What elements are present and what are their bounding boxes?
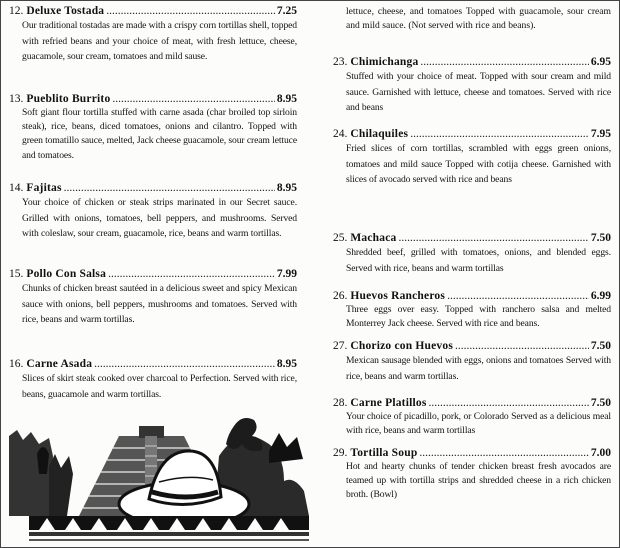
item-price: 7.50 bbox=[590, 397, 611, 409]
leader-dots bbox=[108, 267, 275, 281]
item-name: Deluxe Tostada bbox=[26, 5, 105, 17]
item-number: 24. bbox=[333, 128, 348, 140]
menu-item-fajitas bbox=[9, 181, 297, 242]
item-price: 6.95 bbox=[590, 56, 611, 68]
menu-item-deluxe-tostada bbox=[9, 4, 297, 65]
item-description: Three eggs over easy. Topped with ranchero salsa and melted Monterrey Jack cheese. Served with rice and beans. bbox=[346, 304, 611, 330]
item-description: Hot and hearty chunks of tender chicken breast fresh avocados are teamed up with tortilla strips and shredded cheese in a rich chicken broth. (Bowl) bbox=[346, 461, 611, 501]
item-name: Pueblito Burrito bbox=[26, 93, 111, 105]
item-description: Fried slices of corn tortillas, scrambled with eggs green onions, tomatoes and mild sauce Topped with cotija cheese. Garnished with slices of avocado served with rice and beans bbox=[346, 143, 611, 186]
menu-item-huevos-rancheros bbox=[333, 289, 611, 331]
item-price: 7.95 bbox=[590, 128, 611, 140]
item-price: 8.95 bbox=[276, 182, 297, 194]
leader-dots bbox=[429, 396, 589, 410]
item-number: 28. bbox=[333, 397, 348, 409]
leader-dots bbox=[419, 446, 588, 460]
item-number: 25. bbox=[333, 232, 348, 244]
leader-dots bbox=[420, 55, 588, 69]
item-description: Mexican sausage blended with eggs, onions and tomatoes Served with rice, beans and warm tortillas. bbox=[346, 355, 611, 382]
menu-item-chorizo-con-huevos bbox=[333, 339, 611, 384]
item-name: Tortilla Soup bbox=[350, 447, 418, 459]
leader-dots bbox=[106, 4, 275, 18]
item-number: 14. bbox=[9, 182, 24, 194]
item-description: Shredded beef, grilled with tomatoes, onions, and blended eggs. Served with rice, beans and warm tortillas bbox=[346, 247, 611, 274]
item-description: Our traditional tostadas are made with a crispy corn tortillas shell, topped with refried beans and your choice of meat, with fresh lettuce, cheese, guacamole, sour cream, tomatoes and mild sause. bbox=[22, 20, 297, 63]
item-description: Chunks of chicken breast sautéed in a delicious sweet and spicy Mexican sauce with onions, bell peppers, mushrooms and tomatoes. Served with rice, beans and warm tortillas. bbox=[22, 283, 297, 326]
item-price: 6.99 bbox=[590, 290, 611, 302]
leader-dots bbox=[447, 289, 589, 303]
item-name: Carne Asada bbox=[26, 358, 93, 370]
item-number: 26. bbox=[333, 290, 348, 302]
item-price: 8.95 bbox=[276, 93, 297, 105]
item-description: Slices of skirt steak cooked over charcoal to Perfection. Served with rice, beans, guacamole and warm tortillas. bbox=[22, 373, 297, 400]
item-name: Huevos Rancheros bbox=[350, 290, 446, 302]
leader-dots bbox=[455, 339, 589, 353]
item-price: 7.50 bbox=[590, 340, 611, 352]
item-name: Chimichanga bbox=[350, 56, 419, 68]
item-name: Chorizo con Huevos bbox=[350, 340, 453, 352]
item-number: 29. bbox=[333, 447, 348, 459]
menu-item-carne-platillos bbox=[333, 396, 611, 438]
leader-dots bbox=[112, 92, 274, 106]
continued-text: lettuce, cheese, and tomatoes Topped with guacamole, sour cream and mild sauce. (Not served with rice and beans). bbox=[346, 6, 611, 31]
item-price: 7.25 bbox=[276, 5, 297, 17]
item-name: Chilaquiles bbox=[350, 128, 409, 140]
menu-item-pueblito-burrito bbox=[9, 92, 297, 163]
leader-dots bbox=[94, 357, 275, 371]
menu-item-chimichanga bbox=[333, 55, 611, 116]
item-name: Machaca bbox=[350, 232, 397, 244]
item-price: 7.99 bbox=[276, 268, 297, 280]
menu-item-tortilla-soup bbox=[333, 446, 611, 503]
mexican-scene-illustration bbox=[9, 396, 309, 546]
item-number: 16. bbox=[9, 358, 24, 370]
item-number: 15. bbox=[9, 268, 24, 280]
continued-description bbox=[333, 5, 611, 32]
item-name: Pollo Con Salsa bbox=[26, 268, 107, 280]
item-price: 8.95 bbox=[276, 358, 297, 370]
item-name: Fajitas bbox=[26, 182, 62, 194]
leader-dots bbox=[398, 231, 588, 245]
item-number: 27. bbox=[333, 340, 348, 352]
item-number: 12. bbox=[9, 5, 24, 17]
item-name: Carne Platillos bbox=[350, 397, 427, 409]
item-description: Your choice of chicken or steak strips marinated in our Secret sauce. Grilled with onions, tomatoes, bell peppers, and mushrooms. Served with coleslaw, sour cream, guacamole, rice, beans and warm tortillas. bbox=[22, 197, 297, 240]
leader-dots bbox=[64, 181, 275, 195]
leader-dots bbox=[410, 127, 589, 141]
item-price: 7.00 bbox=[590, 447, 611, 459]
menu-item-machaca bbox=[333, 231, 611, 276]
item-number: 13. bbox=[9, 93, 24, 105]
item-number: 23. bbox=[333, 56, 348, 68]
item-description: Your choice of picadillo, pork, or Colorado Served as a delicious meal with rice, beans and warm tortillas bbox=[346, 411, 611, 437]
item-price: 7.50 bbox=[590, 232, 611, 244]
item-description: Soft giant flour tortilla stuffed with carne asada (char broiled top sirloin steak), rice, beans, diced tomatoes, onions and cilantro. Topped with green tomatillo sauce, melted, Jack cheese guacamole, sour cream lettuce and tomatoes. bbox=[22, 107, 297, 161]
menu-item-pollo-con-salsa bbox=[9, 267, 297, 328]
item-description: Stuffed with your choice of meat. Topped with sour cream and mild sauce. Garnished with lettuce, cheese and tomatoes. Served with rice and beans bbox=[346, 71, 611, 114]
menu-item-chilaquiles bbox=[333, 127, 611, 188]
